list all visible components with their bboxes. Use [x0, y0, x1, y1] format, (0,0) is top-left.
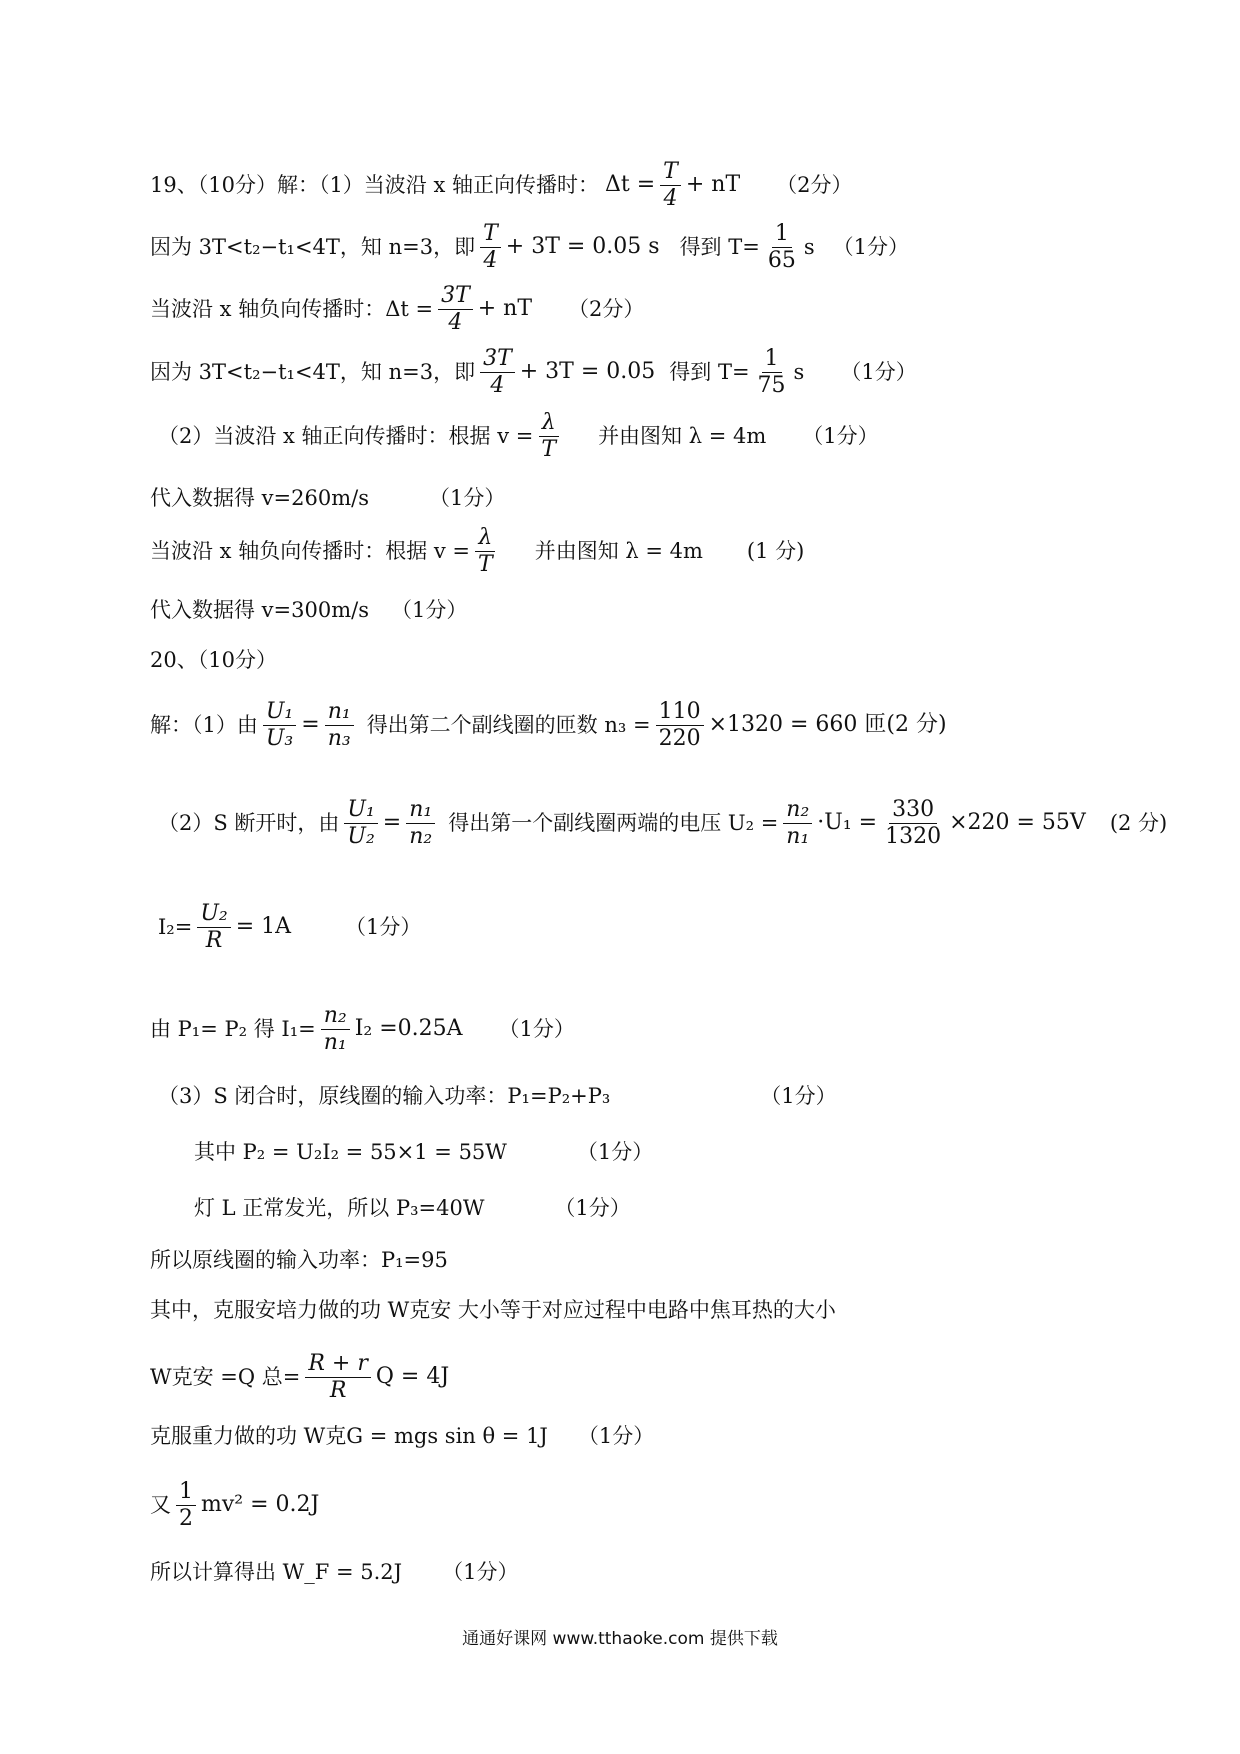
q19-line-7: [150, 526, 804, 577]
frac-num: 1: [176, 1480, 196, 1506]
frac-den: n₃: [327, 726, 351, 752]
formula: ×1320 = 660 匝(2 分): [708, 712, 947, 738]
score: （1分）: [428, 486, 506, 510]
formula: Δt =: [605, 172, 656, 198]
score: （1分）: [554, 1196, 631, 1220]
q20-line-7: [194, 1196, 631, 1221]
q20-line-10: [150, 1352, 449, 1403]
text: 所以原线圈的输入功率：P₁=95: [150, 1248, 448, 1272]
formula: =: [382, 810, 402, 836]
frac-num: 1: [762, 347, 782, 373]
q20-line-3: [158, 902, 421, 953]
frac-den: 4: [448, 310, 463, 336]
fraction: [660, 160, 681, 211]
score: （1分）: [390, 598, 468, 622]
score: （1分）: [498, 1017, 575, 1042]
q20-line-6: [194, 1140, 653, 1165]
frac-den: R: [205, 928, 223, 954]
text: （2）S 断开时，由: [158, 811, 340, 836]
frac-num: 3T: [438, 284, 473, 310]
text: 所以计算得出 W_F = 5.2J: [150, 1560, 403, 1584]
formula: =: [301, 712, 320, 738]
text: 代入数据得 v=260m/s: [150, 486, 369, 510]
frac-den: n₁: [786, 824, 810, 850]
fraction: [197, 902, 230, 953]
fraction: [656, 700, 704, 751]
score: （1分）: [802, 424, 879, 449]
text: I₂=: [158, 915, 193, 940]
text: 得出第一个副线圈两端的电压 U₂ =: [448, 811, 779, 836]
text: 解：（1）由: [150, 713, 258, 738]
text: 当波沿 x 轴负向传播时：Δt =: [150, 297, 434, 322]
fraction: [480, 347, 515, 398]
frac-den: 220: [658, 726, 701, 752]
q20-line-13: [150, 1560, 518, 1585]
frac-den: 4: [490, 373, 505, 399]
score: （1分）: [832, 235, 909, 260]
q19-line-6: [150, 486, 505, 511]
text: 得到 T=: [669, 360, 750, 385]
q19-line-1: [150, 160, 853, 211]
fraction: [344, 798, 377, 849]
formula: + nT: [685, 172, 741, 198]
text: 又: [150, 1493, 171, 1518]
formula: I₂ =0.25A: [354, 1016, 463, 1042]
score: (2 分): [1109, 811, 1168, 836]
text: 并由图知 λ = 4m: [534, 539, 703, 564]
text: 由 P₁= P₂ 得 I₁=: [150, 1017, 316, 1042]
unit: s: [793, 360, 805, 385]
q20-line-11: [150, 1424, 654, 1449]
q19-line-8: [150, 598, 467, 623]
text: 得到 T=: [679, 235, 760, 260]
fraction: [438, 284, 473, 335]
frac-num: R + r: [305, 1352, 371, 1378]
fraction: [783, 798, 812, 849]
text: W克安 =Q 总=: [150, 1365, 301, 1390]
frac-num: n₂: [321, 1004, 350, 1030]
score: （1分）: [760, 1084, 837, 1108]
frac-den: 2: [179, 1506, 193, 1532]
score: （2分）: [568, 297, 645, 322]
fraction: [538, 411, 559, 462]
q20-line-12: [150, 1480, 319, 1531]
text: （2）当波沿 x 轴正向传播时：根据 v =: [158, 424, 534, 449]
frac-num: 110: [656, 700, 704, 726]
q20-line-2: [158, 798, 1167, 849]
text: 因为 3T<t₂−t₁<4T，知 n=3，即: [150, 235, 476, 260]
q19-line-2: [150, 222, 909, 273]
frac-num: λ: [475, 526, 495, 552]
fraction: [882, 798, 944, 849]
frac-den: T: [541, 437, 557, 463]
q19-line-4: [150, 347, 917, 398]
score: （1分）: [576, 1140, 654, 1164]
text: 因为 3T<t₂−t₁<4T，知 n=3，即: [150, 360, 476, 385]
formula: mv² = 0.2J: [201, 1492, 320, 1518]
frac-den: n₁: [323, 1030, 347, 1056]
fraction: [321, 1004, 350, 1055]
q20-line-5: [158, 1084, 837, 1109]
score: （2分）: [776, 173, 853, 198]
frac-num: n₁: [406, 798, 435, 824]
score: （1分）: [577, 1424, 655, 1448]
text: 灯 L 正常发光，所以 P₃=40W: [194, 1196, 485, 1220]
frac-den: 4: [663, 186, 678, 212]
text: 当波沿 x 轴负向传播时：根据 v =: [150, 539, 471, 564]
fraction: [755, 347, 789, 398]
formula: = 1A: [235, 914, 291, 940]
formula: ·U₁ =: [817, 810, 878, 836]
frac-num: 3T: [480, 347, 515, 373]
q19-line-5: [158, 411, 879, 462]
q20-line-1: [150, 700, 947, 751]
fraction: [406, 798, 435, 849]
fraction: [475, 526, 496, 577]
frac-den: U₃: [265, 726, 294, 752]
frac-num: 330: [889, 798, 937, 824]
text: 得出第二个副线圈的匝数 n₃ =: [366, 713, 651, 738]
q20-line-4: [150, 1004, 575, 1055]
frac-den: U₂: [347, 824, 375, 850]
fraction: [325, 700, 354, 751]
frac-den: 4: [483, 248, 498, 274]
frac-num: U₂: [197, 902, 230, 928]
text: 其中 P₂ = U₂I₂ = 55×1 = 55W: [194, 1140, 507, 1164]
text: 20、（10分）: [150, 648, 277, 672]
frac-den: R: [329, 1378, 347, 1404]
formula: + 3T = 0.05: [519, 359, 656, 385]
frac-den: n₂: [409, 824, 433, 850]
text: （3）S 闭合时，原线圈的输入功率：P₁=P₂+P₃: [158, 1084, 611, 1108]
text: 克服重力做的功 W克G = mgs sin θ = 1J: [150, 1424, 548, 1448]
frac-num: T: [480, 222, 501, 248]
text: 代入数据得 v=300m/s: [150, 598, 369, 622]
frac-den: 65: [767, 248, 796, 274]
q20-heading: [150, 648, 277, 673]
score: （1分）: [840, 360, 917, 385]
formula: ×220 = 55V: [949, 810, 1086, 836]
formula: + nT: [477, 296, 533, 322]
frac-num: U₁: [344, 798, 377, 824]
frac-num: λ: [539, 411, 559, 437]
unit: s: [803, 235, 815, 260]
fraction: [263, 700, 296, 751]
q20-line-8: [150, 1248, 448, 1273]
frac-den: T: [478, 552, 493, 578]
score: （1分）: [442, 1560, 519, 1584]
formula: Q = 4J: [375, 1364, 450, 1390]
frac-num: 1: [772, 222, 792, 248]
text: 并由图知 λ = 4m: [598, 424, 767, 449]
text: 其中，克服安培力做的功 W克安 大小等于对应过程中电路中焦耳热的大小: [150, 1298, 836, 1322]
frac-num: U₁: [263, 700, 296, 726]
frac-num: n₁: [325, 700, 354, 726]
text: 19、（10分）解：（1）当波沿 x 轴正向传播时：: [150, 173, 599, 198]
fraction: [765, 222, 799, 273]
frac-den: 75: [757, 373, 786, 399]
q20-line-9: [150, 1298, 836, 1323]
score: (1 分): [746, 539, 805, 564]
page-footer: 通通好课网 www.tthaoke.com 提供下载: [462, 1629, 778, 1649]
fraction: [176, 1480, 196, 1531]
frac-num: T: [660, 160, 681, 186]
fraction: [480, 222, 501, 273]
q19-line-3: [150, 284, 644, 335]
frac-num: n₂: [783, 798, 812, 824]
frac-den: 1320: [885, 824, 942, 850]
score: （1分）: [345, 915, 422, 940]
fraction: [305, 1352, 371, 1403]
formula: + 3T = 0.05 s: [505, 234, 660, 260]
